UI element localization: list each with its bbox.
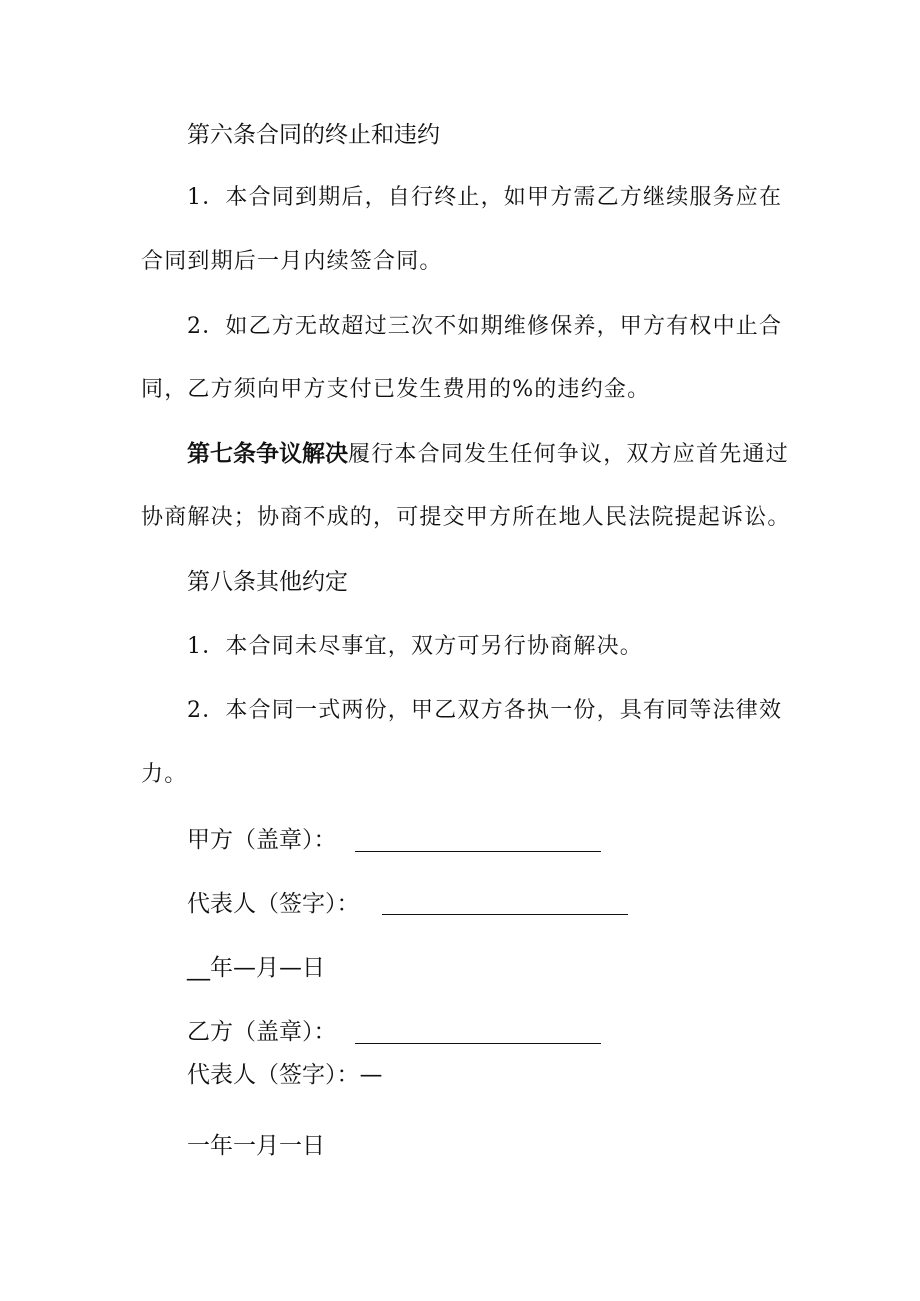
party-a-representative-label: 代表人（签字）： bbox=[187, 891, 360, 917]
article-7-paragraph-line-1 bbox=[187, 443, 789, 466]
article-7-text-start: 履行本合同发生任何争议，双方应首先通过 bbox=[348, 442, 789, 467]
article-6-item-1-line-2: 合同到期后一月内续签合同。 bbox=[141, 249, 443, 274]
article-8-item-2-line-2: 力。 bbox=[141, 762, 188, 787]
article-6-item-1-line-1: 1．本合同到期后，自行终止，如甲方需乙方继续服务应在 bbox=[187, 185, 783, 210]
article-8-heading: 第八条其他约定 bbox=[187, 569, 348, 595]
article-6-item-2-line-2: 同，乙方须向甲方支付已发生费用的%的违约金。 bbox=[141, 377, 651, 402]
article-6-heading: 第六条合同的终止和违约 bbox=[187, 122, 440, 148]
party-a-date: __年—月—日 bbox=[187, 955, 325, 981]
party-b-seal-label: 乙方（盖章）： bbox=[187, 1019, 337, 1045]
article-8-item-1: 1．本合同未尽事宜，双方可另行协商解决。 bbox=[187, 634, 643, 659]
party-a-representative-blank-line bbox=[382, 914, 628, 915]
party-b-representative-label: 代表人（签字）：— bbox=[187, 1062, 383, 1088]
party-b-date: 一年一月一日 bbox=[187, 1133, 325, 1159]
party-b-seal-blank-line bbox=[355, 1043, 601, 1044]
party-a-seal-label: 甲方（盖章）： bbox=[187, 827, 337, 853]
article-7-paragraph-line-2: 协商解决；协商不成的，可提交甲方所在地人民法院提起诉讼。 bbox=[141, 505, 791, 530]
article-7-heading: 第七条争议解决 bbox=[187, 441, 348, 467]
article-6-item-2-line-1: 2．如乙方无故超过三次不如期维修保养，甲方有权中止合 bbox=[187, 314, 783, 339]
article-8-item-2-line-1: 2．本合同一式两份，甲乙双方各执一份，具有同等法律效 bbox=[187, 698, 783, 723]
party-a-seal-blank-line bbox=[355, 851, 601, 852]
